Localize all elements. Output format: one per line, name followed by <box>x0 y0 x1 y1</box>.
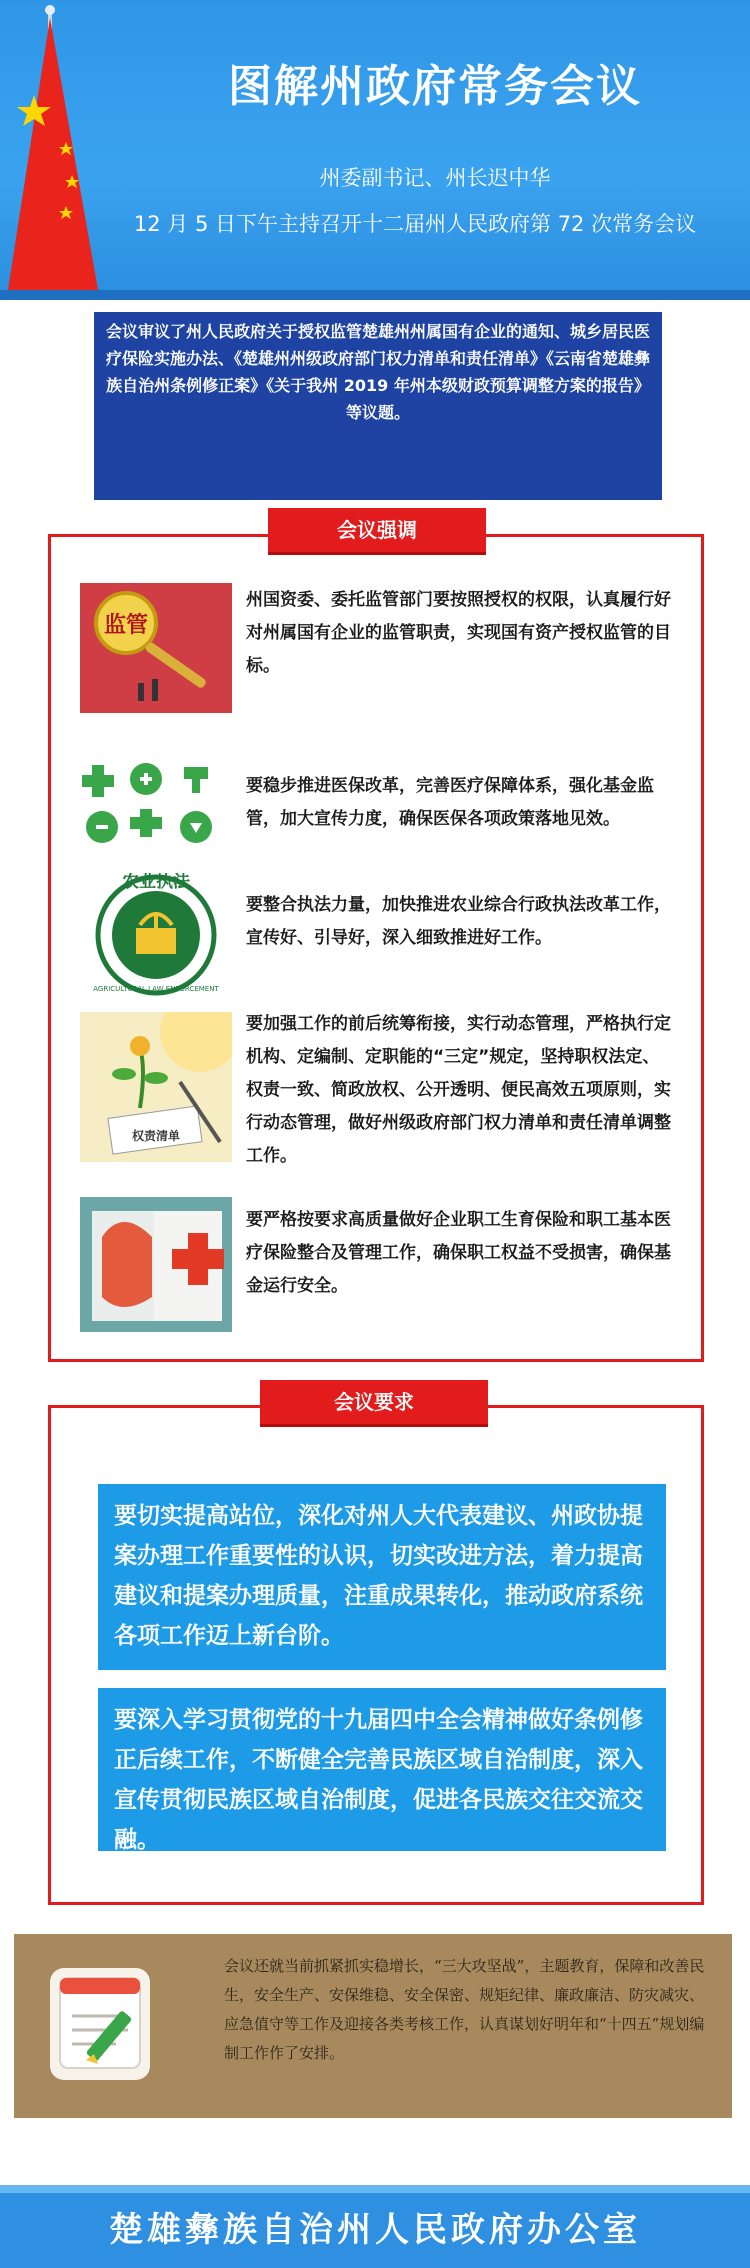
subtitle-host: 州委副书记、州长迟中华 <box>319 166 551 190</box>
badge-ring-text: AGRICULTURAL LAW ENFORCEMENT <box>93 985 219 993</box>
footer-divider <box>0 2185 750 2193</box>
insurance-cross-image <box>80 1197 232 1332</box>
supervision-image-text: 监管 <box>103 613 149 638</box>
requirements-section-label: 会议要求 <box>260 1380 488 1424</box>
requirement-item: 要深入学习贯彻党的十九届四中全会精神做好条例修正后续工作，不断健全完善民族区域自治制度，深入宣传贯彻民族区域自治制度，促进各民族交往交流交融。 <box>98 1688 666 1851</box>
power-list-image <box>80 1012 232 1162</box>
footer-office-name: 楚雄彝族自治州人民政府办公室 <box>109 2210 641 2250</box>
page-title: 图解州政府常务会议 <box>228 61 642 112</box>
agricultural-law-enforcement-badge <box>80 873 232 998</box>
flag-icon <box>0 0 120 290</box>
emphasis-item-text: 要稳步推进医保改革，完善医疗保障体系，强化基金监管，加大宣传力度，确保医保各项政策落地见效。 <box>246 776 654 829</box>
additional-arrangements-note <box>14 1934 732 2118</box>
header-banner <box>0 0 750 290</box>
power-list-image-text: 权责清单 <box>132 1129 181 1143</box>
summary-box: 会议审议了州人民政府关于授权监管楚雄州州属国有企业的通知、城乡居民医疗保险实施办法、《楚雄州州级政府部门权力清单和责任清单》《云南省楚雄彝族自治州条例修正案》《关于我州 2019 年州本级财政预算调整方案的报告》等议题。 <box>94 312 662 500</box>
emphasis-section-label: 会议强调 <box>268 508 486 552</box>
supervision-image <box>80 583 232 713</box>
emphasis-item-text: 要整合执法力量，加快推进农业综合行政执法改革工作，宣传好、引导好，深入细致推进好工作。 <box>246 895 671 948</box>
badge-title: 农业执法 <box>122 873 190 892</box>
emphasis-item-text: 要加强工作的前后统筹衔接，实行动态管理，严格执行定机构、定编制、定职能的“三定”规定，坚持职权法定、权责一致、简政放权、公开透明、便民高效五项原则，实行动态管理，做好州级政府部门权力清单和责任清单调整工作。 <box>246 1014 671 1166</box>
emphasis-item-text: 要严格按要求高质量做好企业职工生育保险和职工基本医疗保险整合及管理工作，确保职工权益不受损害，确保基金运行安全。 <box>246 1210 671 1296</box>
header-divider <box>0 290 750 300</box>
subtitle-meeting: 12 月 5 日下午主持召开十二届州人民政府第 72 次常务会议 <box>133 212 697 236</box>
note-text: 会议还就当前抓紧抓实稳增长，“三大攻坚战”，主题教育，保障和改善民生，安全生产、安保维稳、安全保密、规矩纪律、廉政廉洁、防灾减灾、应急值守等工作及迎接各类考核工作，认真谋划好明年和“十四五”规划编制工作作了安排。 <box>224 1957 705 2062</box>
medical-insurance-icons <box>80 755 232 855</box>
emphasis-item-text: 州国资委、委托监管部门要按照授权的权限，认真履行好对州属国有企业的监管职责，实现国有资产授权监管的目标。 <box>246 590 671 676</box>
notepad-pencil-icon <box>46 1964 154 2084</box>
requirement-item: 要切实提高站位，深化对州人大代表建议、州政协提案办理工作重要性的认识，切实改进方法，着力提高建议和提案办理质量，注重成果转化，推动政府系统各项工作迈上新台阶。 <box>98 1484 666 1670</box>
